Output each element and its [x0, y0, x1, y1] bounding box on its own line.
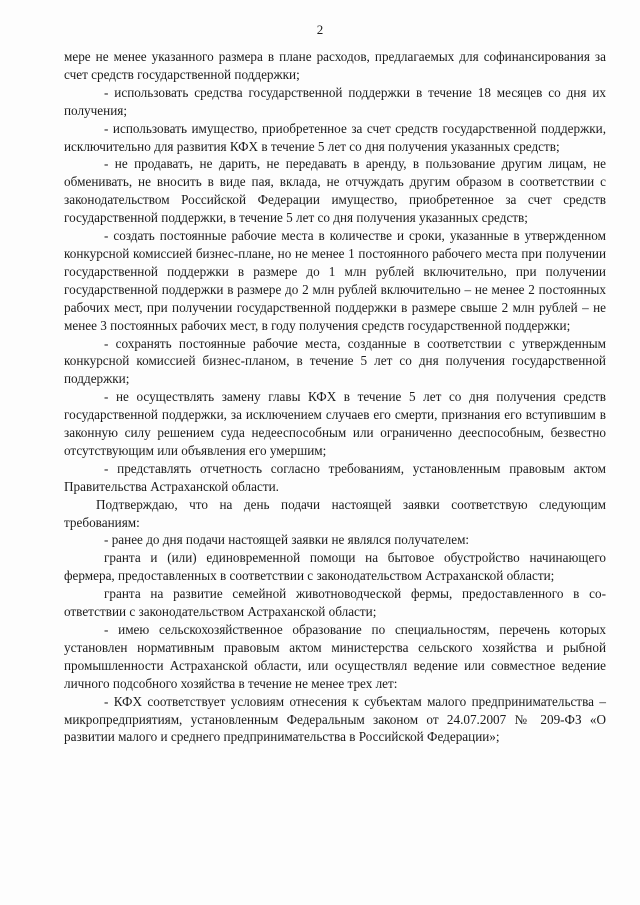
list-item-paragraph: - использовать имущество, приобретенное за счет средств государственной поддержки, исключительно для развития КФХ в течение 5 лет со дня получения указанных средств; — [64, 120, 606, 154]
list-item-paragraph: - не осуществлять замену главы КФХ в течение 5 лет со дня получения средств государственной поддержки, за исключением случаев его смерти, признания его вступившим в законную силу решением суда недееспособным или ограниченно дееспособным, безвестно отсутствующим или объявления его умершим; — [64, 389, 606, 458]
list-item-paragraph: гранта на развитие семейной животноводческой фермы, предоставленного в соответствии с законодательством Астраханской области; — [64, 586, 606, 620]
paragraph: Подтверждаю, что на день подачи настоящей заявки соответствую следующим требованиям: — [64, 496, 606, 530]
list-item-paragraph: - КФХ соответствует условиям отнесения к субъектам малого предпринимательства – микропредприятиям, установленным Федеральным законом от 24.07.2007 № 209-ФЗ «О развитии малого и среднего предпринимательства в Российской Федерации»; — [64, 693, 606, 745]
list-item-paragraph: - имею сельскохозяйственное образование по специальностям, перечень которых установлен нормативным правовым актом министерства сельского хозяйства и рыбной промышленности Астраханской области, или осуществлял ведение или совместное ведение личного подсобного хозяйства в течение не менее трех лет: — [64, 622, 606, 691]
list-item-paragraph: гранта и (или) единовременной помощи на бытовое обустройство начинающего фермера, предоставленных в соответствии с законодательством Астраханской области; — [64, 550, 606, 584]
page-number: 2 — [316, 22, 324, 37]
list-item-paragraph: - ранее до дня подачи настоящей заявки не являлся получателем: — [104, 532, 470, 548]
paragraph: мере не менее указанного размера в плане расходов, предлагаемых для софинансирования за счет средств государственной поддержки; — [64, 49, 606, 82]
list-item-paragraph: - создать постоянные рабочие места в количестве и сроки, указанные в утвержденном конкурсной комиссией бизнес-плане, но не менее 1 постоянного рабочего места при получении государственной поддержки в размере до 1 млн рублей включительно, при получении государственной поддержки в размере до 2 млн рублей включительно – не менее 2 постоянных рабочих мест, при получении государственной поддержки в размере свыше 2 млн рублей – не менее 3 постоянных рабочих мест, в году получения средств государственной поддержки; — [64, 228, 606, 333]
list-item-paragraph: - представлять отчетность согласно требованиям, установленным правовым актом Правительства Астраханской области. — [64, 460, 606, 494]
document-body — [64, 48, 606, 746]
list-item-paragraph: - не продавать, не дарить, не передавать в аренду, в пользование другим лицам, не обменивать, не вносить в виде пая, вклада, не отчуждать другим образом в соответствии с законодательством Российской Федерации имущество, приобретенное за счет средств государственной поддержки, в течение 5 лет со дня получения указанных средств; — [64, 156, 606, 226]
list-item-paragraph: - сохранять постоянные рабочие места, созданные в соответствии с утвержденным конкурсной комиссией бизнес-планом, в течение 5 лет со дня получения государственной поддержки; — [64, 335, 606, 387]
list-item-paragraph: - использовать средства государственной поддержки в течение 18 месяцев со дня их получения; — [64, 84, 606, 118]
